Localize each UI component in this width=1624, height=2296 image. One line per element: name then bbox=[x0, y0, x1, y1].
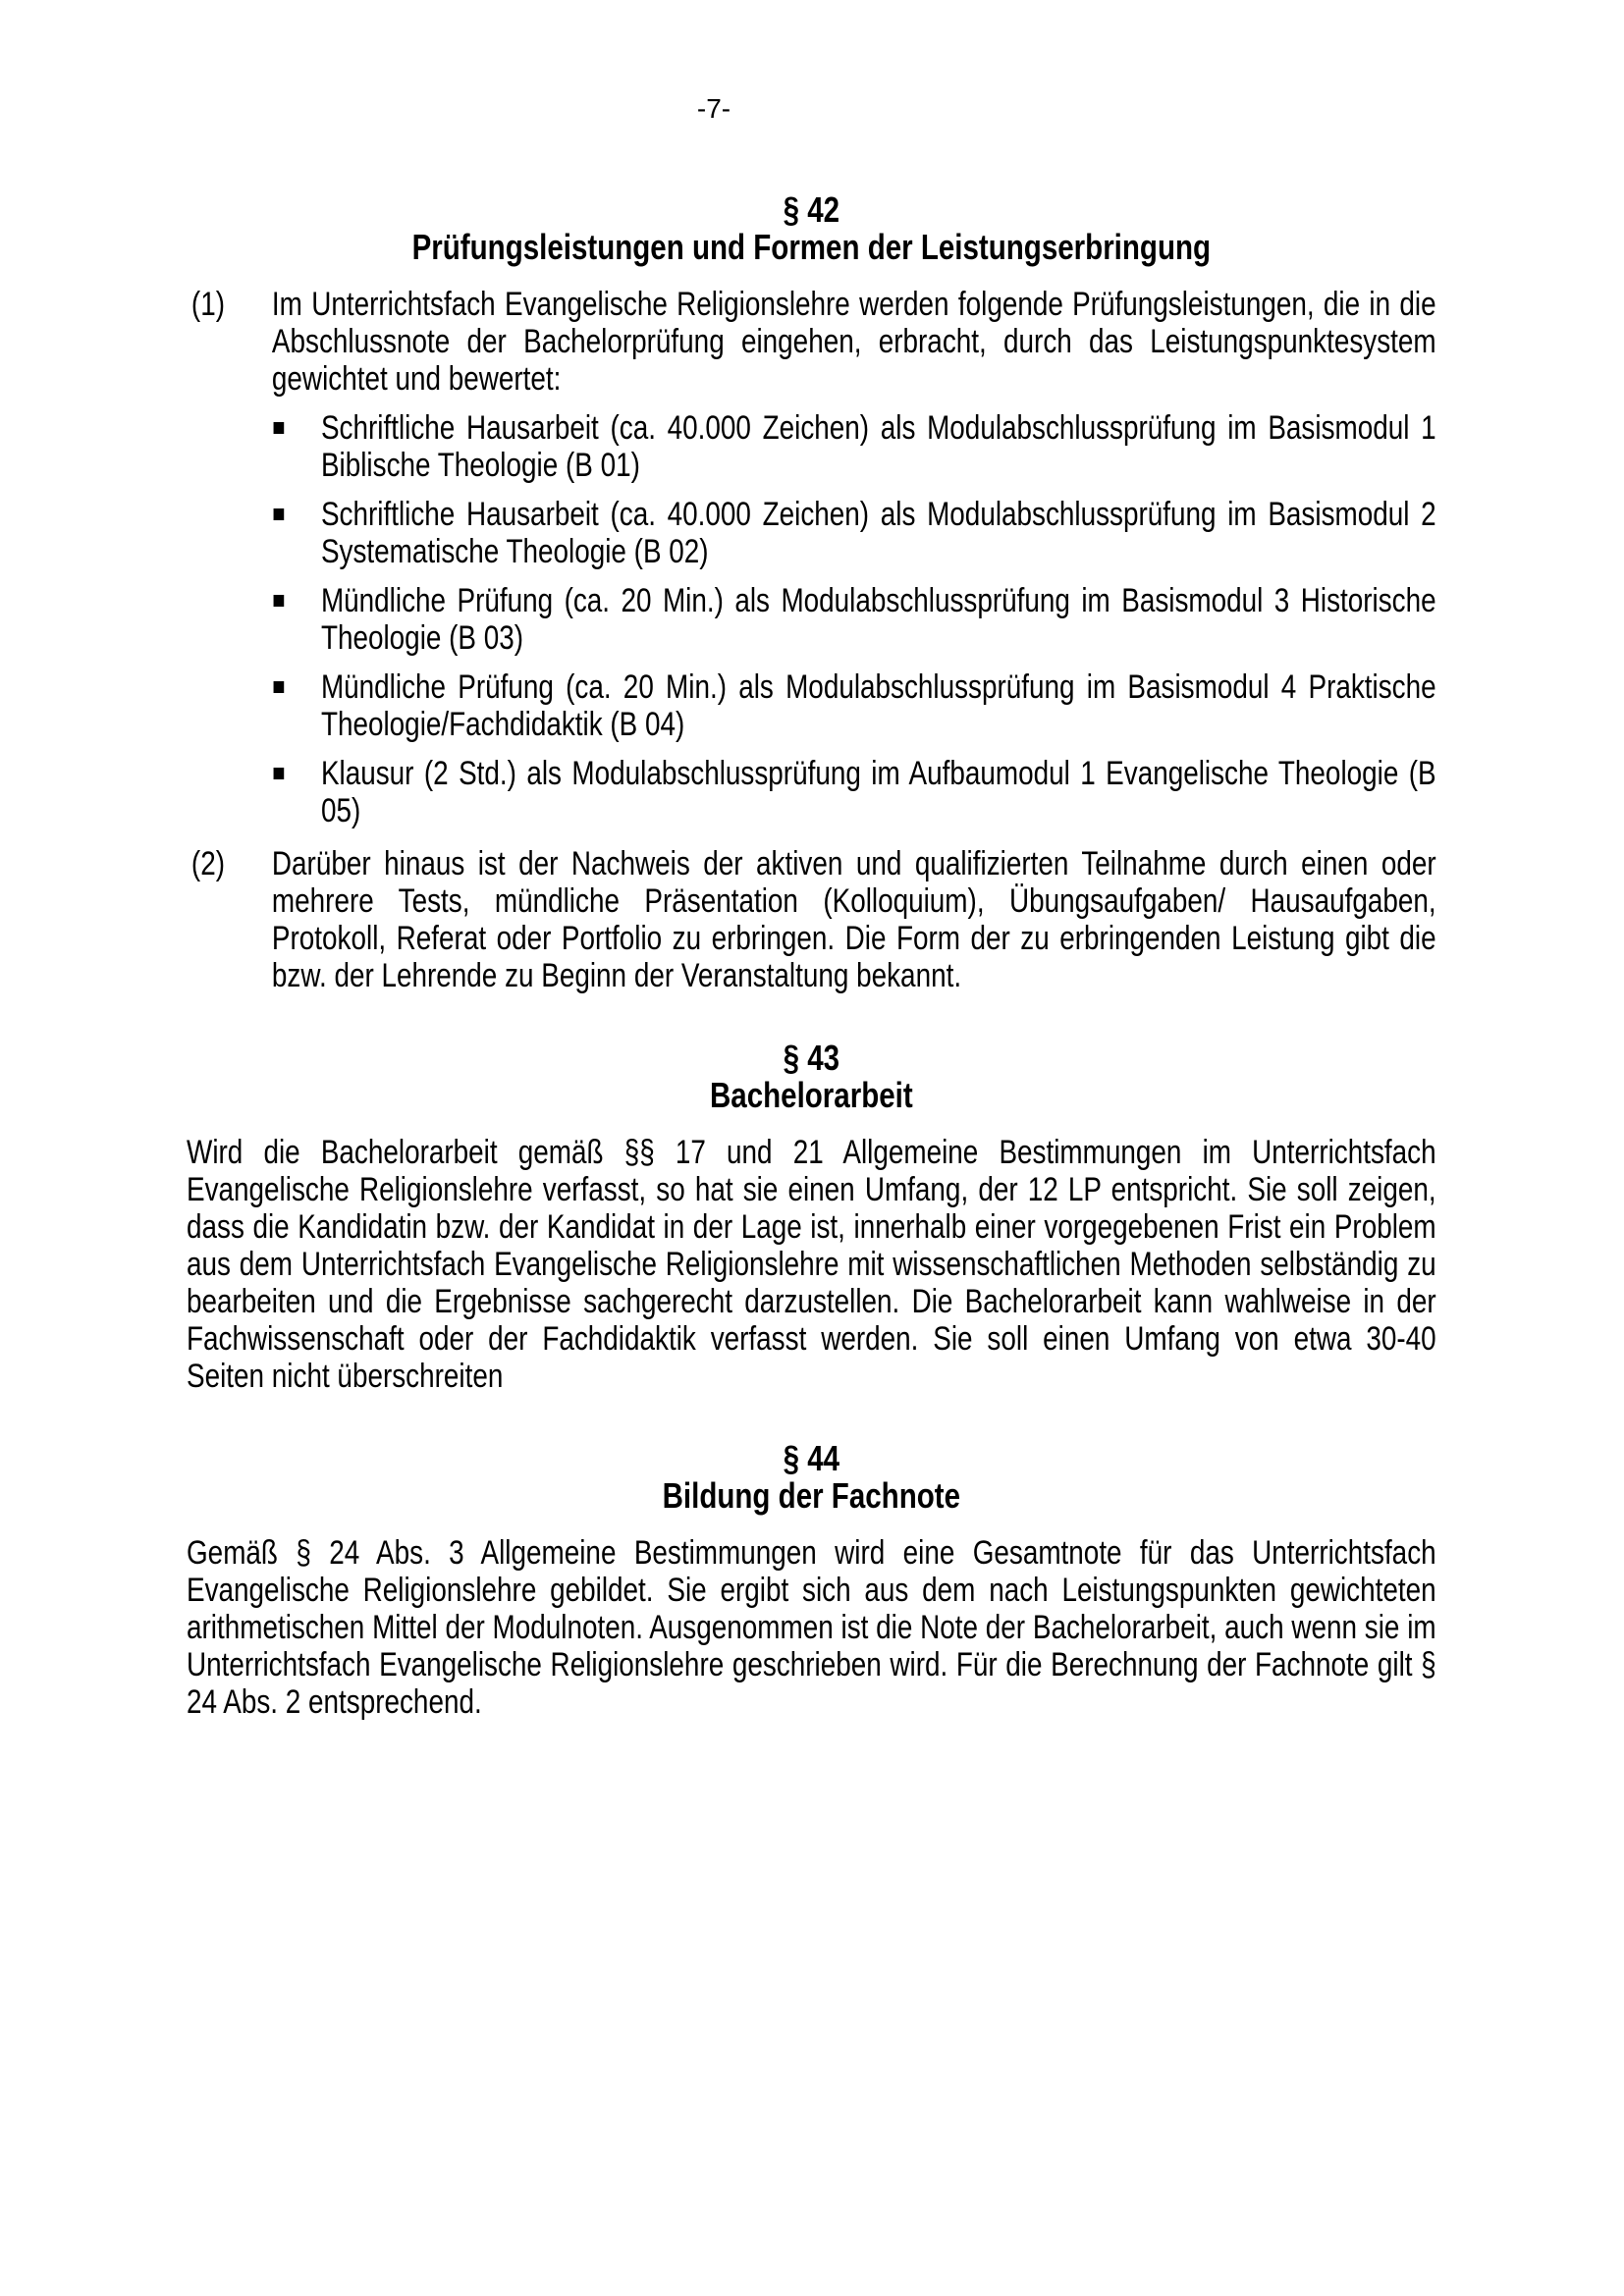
section-44-number: § 44 bbox=[783, 1438, 840, 1478]
list-item-text: Schriftliche Hausarbeit (ca. 40.000 Zeichen) als Modulabschlussprüfung im Basismodul 2 Systematische Theologie (B 02) bbox=[320, 496, 1436, 570]
section-44-body: Gemäß § 24 Abs. 3 Allgemeine Bestimmungen wird eine Gesamtnote für das Unterrichtsfach Evangelische Religionslehre gebildet. Sie ergibt sich aus dem nach Leistungspunkten gewichteten arithmetischen Mittel der Modulnoten. Ausgenommen ist die Note der Bachelorarbeit, auch wenn sie im Unterrichtsfach Evangelische Religionslehre geschrieben wird. Für die Berechnung der Fachnote gilt § 24 Abs. 2 entsprechend. bbox=[187, 1534, 1436, 1721]
bullet-square-icon bbox=[274, 681, 285, 693]
section-44-heading bbox=[187, 1440, 1436, 1515]
section-43-body: Wird die Bachelorarbeit gemäß §§ 17 und 21 Allgemeine Bestimmungen im Unterrichtsfach Evangelische Religionslehre verfasst, so hat sie einen Umfang, der 12 LP entspricht. Sie soll zeigen, dass die Kandidatin bzw. der Kandidat in der Lage ist, innerhalb einer vorgegebenen Frist ein Problem aus dem Unterrichtsfach Evangelische Religionslehre mit wissenschaftlichen Methoden selbständig zu bearbeiten und die Ergebnisse sachgerecht darzustellen. Die Bachelorarbeit kann wahlweise in der Fachwissenschaft oder der Fachdidaktik verfasst werden. Sie soll einen Umfang von etwa 30-40 Seiten nicht überschreiten bbox=[187, 1134, 1436, 1395]
paragraph-2 bbox=[187, 845, 1436, 994]
list-item-text: Mündliche Prüfung (ca. 20 Min.) als Modulabschlussprüfung im Basismodul 4 Praktische Theologie/Fachdidaktik (B 04) bbox=[320, 668, 1436, 743]
list-item-text: Schriftliche Hausarbeit (ca. 40.000 Zeichen) als Modulabschlussprüfung im Basismodul 1 Biblische Theologie (B 01) bbox=[320, 409, 1436, 484]
paragraph-2-marker: (2) bbox=[190, 845, 226, 882]
section-43-title: Bachelorarbeit bbox=[709, 1075, 913, 1115]
page-content bbox=[187, 191, 1436, 1721]
list-item-text: Mündliche Prüfung (ca. 20 Min.) als Modulabschlussprüfung im Basismodul 3 Historische Theologie (B 03) bbox=[320, 582, 1436, 657]
exam-requirements-list bbox=[187, 409, 1436, 829]
list-item bbox=[272, 409, 1436, 484]
paragraph-1 bbox=[187, 286, 1436, 398]
section-43-heading bbox=[187, 1040, 1436, 1114]
list-item-text: Klausur (2 Std.) als Modulabschlussprüfung im Aufbaumodul 1 Evangelische Theologie (B 05) bbox=[320, 755, 1436, 829]
list-item bbox=[272, 668, 1436, 743]
page-number: -7- bbox=[696, 93, 731, 124]
list-item bbox=[272, 755, 1436, 829]
paragraph-1-text: Im Unterrichtsfach Evangelische Religionslehre werden folgende Prüfungsleistungen, die in die Abschlussnote der Bachelorprüfung eingehen, erbracht, durch das Leistungspunktesystem gewichtet und bewertet: bbox=[271, 286, 1436, 398]
bullet-square-icon bbox=[274, 508, 285, 520]
section-42-number: § 42 bbox=[783, 189, 840, 230]
section-42-heading bbox=[187, 191, 1436, 266]
bullet-square-icon bbox=[274, 595, 285, 607]
paragraph-1-marker: (1) bbox=[190, 286, 226, 323]
paragraph-2-text: Darüber hinaus ist der Nachweis der aktiven und qualifizierten Teilnahme durch einen oder mehrere Tests, mündliche Präsentation (Kolloquium), Übungsaufgaben/ Hausaufgaben, Protokoll, Referat oder Portfolio zu erbringen. Die Form der zu erbringenden Leistung gibt die bzw. der Lehrende zu Beginn der Veranstaltung bekannt. bbox=[271, 845, 1436, 994]
section-42-title: Prüfungsleistungen und Formen der Leistungserbringung bbox=[411, 227, 1212, 267]
bullet-square-icon bbox=[274, 768, 285, 779]
list-item bbox=[272, 582, 1436, 657]
list-item bbox=[272, 496, 1436, 570]
bullet-square-icon bbox=[274, 422, 285, 434]
section-43-number: § 43 bbox=[783, 1038, 840, 1078]
section-44-title: Bildung der Fachnote bbox=[662, 1475, 961, 1516]
